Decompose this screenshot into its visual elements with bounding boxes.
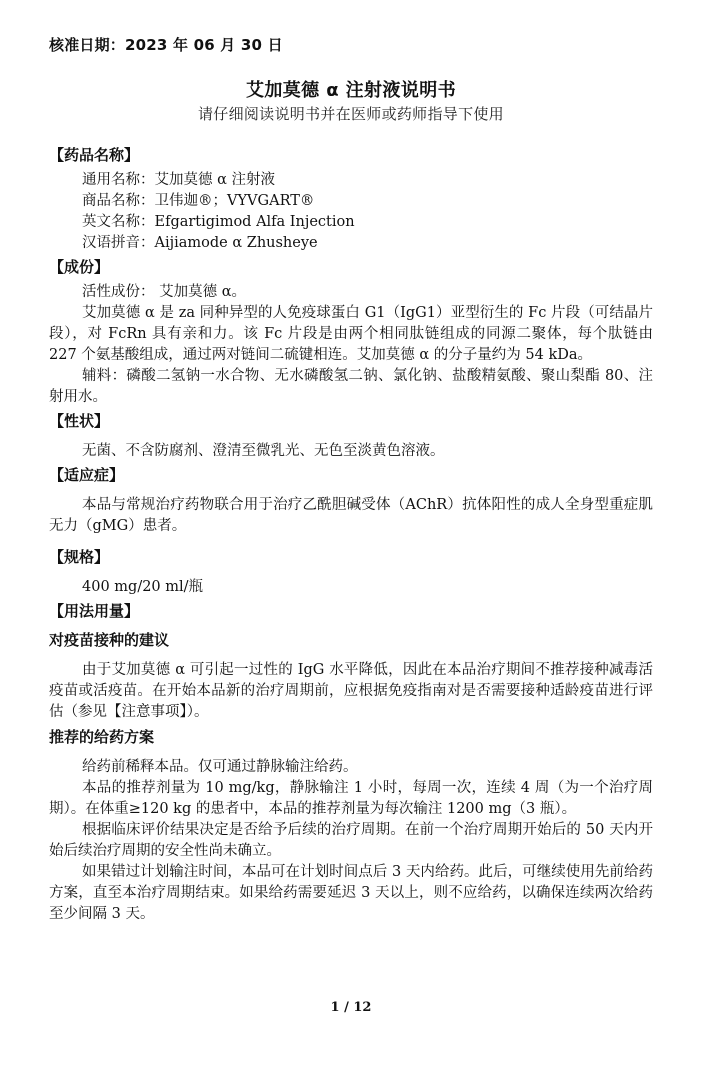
generic-name: 通用名称：艾加莫德 α 注射液 — [82, 172, 276, 188]
regimen-paragraph-2: 本品的推荐剂量为 10 mg/kg，静脉输注 1 小时，每周一次，连续 4 周（为一个治疗周期）。在体重≥120 kg 的患者中，本品的推荐剂量为每次输注 1200 mg（3 瓶）。 — [49, 780, 653, 817]
section-heading-specification: 【规格】 — [49, 548, 110, 566]
composition-description: 艾加莫德 α 是 za 同种异型的人免疫球蛋白 G1（IgG1）亚型衍生的 Fc 片段（可结晶片段），对 FcRn 具有亲和力。该 Fc 片段是由两个相同肽链组成的同源二聚体，每个肽链由 227 个氨基酸组成，通过两对链间二硫键相连。艾加莫德 α 的分子量约为 54 kDa。 — [49, 305, 653, 363]
page-number: 1 / 12 — [330, 1000, 372, 1015]
pinyin-name: 汉语拼音：Aijiamode α Zhusheye — [82, 235, 318, 251]
excipients: 辅料：磷酸二氢钠一水合物、无水磷酸氢二钠、氯化钠、盐酸精氨酸、聚山梨酯 80、注射用水。 — [49, 368, 653, 405]
approval-date: 核准日期：2023 年 06 月 30 日 — [49, 36, 283, 54]
section-heading-composition: 【成份】 — [49, 258, 110, 276]
regimen-paragraph-1: 给药前稀释本品。仅可通过静脉输注给药。 — [82, 759, 358, 775]
vaccination-text: 由于艾加莫德 α 可引起一过性的 IgG 水平降低，因此在本品治疗期间不推荐接种减毒活疫苗或活疫苗。在开始本品新的治疗周期前，应根据免疫指南对是否需要接种适龄疫苗进行评估（参见【注意事项】）。 — [49, 662, 653, 720]
subheading-regimen: 推荐的给药方案 — [49, 728, 155, 746]
specification-text: 400 mg/20 ml/瓶 — [82, 579, 204, 595]
regimen-paragraph-4: 如果错过计划输注时间，本品可在计划时间点后 3 天内给药。此后，可继续使用先前给药方案，直至本治疗周期结束。如果给药需要延迟 3 天以上，则不应给药，以确保连续两次给药至少间隔 3 天。 — [49, 864, 653, 922]
document-subtitle: 请仔细阅读说明书并在医师或药师指导下使用 — [197, 105, 504, 123]
section-heading-properties: 【性状】 — [49, 412, 110, 430]
section-heading-dosage: 【用法用量】 — [49, 602, 140, 620]
document-body — [49, 142, 653, 925]
properties-text: 无菌、不含防腐剂、澄清至微乳光、无色至淡黄色溶液。 — [82, 443, 445, 459]
document-title: 艾加莫德 α 注射液说明书 — [245, 80, 457, 101]
subheading-vaccination: 对疫苗接种的建议 — [49, 631, 170, 649]
english-name: 英文名称：Efgartigimod Alfa Injection — [82, 214, 355, 230]
section-heading-indications: 【适应症】 — [49, 466, 125, 484]
section-heading-drug-name: 【药品名称】 — [49, 146, 140, 164]
indications-text: 本品与常规治疗药物联合用于治疗乙酰胆碱受体（AChR）抗体阳性的成人全身型重症肌无力（gMG）患者。 — [49, 497, 653, 534]
regimen-paragraph-3: 根据临床评价结果决定是否给予后续的治疗周期。在前一个治疗周期开始后的 50 天内开始后续治疗周期的安全性尚未确立。 — [49, 822, 653, 859]
trade-name: 商品名称：卫伟迦®；VYVGART® — [82, 193, 315, 209]
active-ingredient: 活性成份： 艾加莫德 α。 — [82, 284, 247, 300]
